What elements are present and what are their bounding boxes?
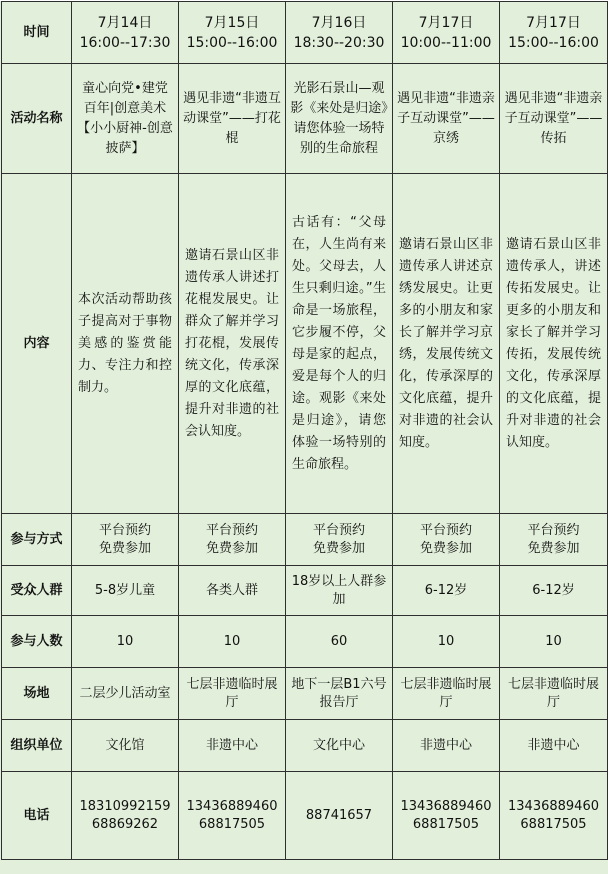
row-organizer <box>2 720 608 772</box>
row-method <box>2 514 608 566</box>
event-1-organizer: 文化馆 <box>72 720 179 772</box>
event-5-time: 15:00--16:00 <box>508 34 599 51</box>
event-2-date: 7月15日 <box>204 14 260 31</box>
event-5-organizer: 非遗中心 <box>500 720 608 772</box>
event-3-datetime <box>286 2 393 64</box>
event-2-time: 15:00--16:00 <box>186 34 278 51</box>
event-2-phone <box>179 772 286 860</box>
event-3-time: 18:30--20:30 <box>293 34 385 51</box>
row-time <box>2 2 608 64</box>
row-label-organizer: 组织单位 <box>2 720 72 772</box>
row-label-venue: 场地 <box>2 668 72 720</box>
event-4-method-line2: 免费参加 <box>419 540 472 556</box>
event-5-phone1: 13436889460 <box>508 798 599 814</box>
event-3-method-line2: 免费参加 <box>312 540 365 556</box>
event-1-phone1: 18310992159 <box>79 798 171 814</box>
event-2-content: 邀请石景山区非遗传承人讲述打花棍发展史。让群众了解并学习打花棍，发展传统文化，传承深厚的文化底蕴，提升对非遗的社会认知度。 <box>179 174 286 514</box>
row-label-count: 参与人数 <box>2 616 72 668</box>
event-1-name: 童心向党•建党百年|创意美术【小小厨神-创意披萨】 <box>72 64 179 174</box>
event-5-datetime <box>500 2 608 64</box>
event-2-venue: 七层非遗临时展厅 <box>179 668 286 720</box>
event-4-time: 10:00--11:00 <box>400 34 492 51</box>
event-1-phone <box>72 772 179 860</box>
event-1-method <box>72 514 179 566</box>
event-5-method-line2: 免费参加 <box>527 540 580 556</box>
event-3-phone1: 88741657 <box>305 807 373 823</box>
event-3-organizer: 文化中心 <box>286 720 393 772</box>
event-3-phone <box>286 772 393 860</box>
row-count <box>2 616 608 668</box>
event-2-audience: 各类人群 <box>179 566 286 616</box>
event-1-content: 本次活动帮助孩子提高对于事物美感的鉴赏能力、专注力和控制力。 <box>72 174 179 514</box>
event-1-method-line2: 免费参加 <box>98 540 151 556</box>
event-4-datetime <box>393 2 500 64</box>
event-1-datetime <box>72 2 179 64</box>
event-5-method <box>500 514 608 566</box>
event-1-count: 10 <box>72 616 179 668</box>
event-1-audience: 5-8岁儿童 <box>72 566 179 616</box>
event-2-name: 遇见非遗“非遗互动课堂”——打花棍 <box>179 64 286 174</box>
row-label-audience: 受众人群 <box>2 566 72 616</box>
event-4-content: 邀请石景山区非遗传承人讲述京绣发展史。让更多的小朋友和家长了解并学习京绣，发展传统文化，传承深厚的文化底蕴，提升对非遗的社会认知度。 <box>393 174 500 514</box>
event-3-date: 7月16日 <box>311 14 367 31</box>
event-3-venue: 地下一层B1六号报告厅 <box>286 668 393 720</box>
row-venue <box>2 668 608 720</box>
row-phone <box>2 772 608 860</box>
event-5-count: 10 <box>500 616 608 668</box>
event-2-count: 10 <box>179 616 286 668</box>
event-3-name: 光影石景山—观影《来处是归途》请您体验一场特别的生命旅程 <box>286 64 393 174</box>
event-5-venue: 七层非遗临时展厅 <box>500 668 608 720</box>
row-name <box>2 64 608 174</box>
row-content <box>2 174 608 514</box>
event-2-method-line1: 平台预约 <box>205 522 258 538</box>
event-4-name: 遇见非遗“非遗亲子互动课堂”——京绣 <box>393 64 500 174</box>
event-1-time: 16:00--17:30 <box>79 34 171 51</box>
event-2-method <box>179 514 286 566</box>
event-1-method-line1: 平台预约 <box>98 522 151 538</box>
event-5-audience: 6-12岁 <box>500 566 608 616</box>
event-4-venue: 七层非遗临时展厅 <box>393 668 500 720</box>
event-1-date: 7月14日 <box>97 14 153 31</box>
row-audience <box>2 566 608 616</box>
row-label-phone: 电话 <box>2 772 72 860</box>
event-4-count: 10 <box>393 616 500 668</box>
event-5-date: 7月17日 <box>526 14 581 31</box>
event-5-name: 遇见非遗“非遗亲子互动课堂”——传拓 <box>500 64 608 174</box>
schedule-page <box>0 1 608 874</box>
event-2-phone2: 68817505 <box>198 816 266 832</box>
event-2-phone1: 13436889460 <box>186 798 278 814</box>
event-4-phone <box>393 772 500 860</box>
event-4-organizer: 非遗中心 <box>393 720 500 772</box>
event-1-phone2: 68869262 <box>91 816 159 832</box>
event-5-content: 邀请石景山区非遗传承人，讲述传拓发展史。让更多的小朋友和家长了解并学习传拓，发展传统文化，传承深厚的文化底蕴，提升对非遗的社会认知度。 <box>500 174 608 514</box>
event-5-phone2: 68817505 <box>520 816 587 832</box>
event-4-phone2: 68817505 <box>412 816 480 832</box>
event-schedule-table <box>1 1 608 860</box>
event-4-method-line1: 平台预约 <box>419 522 472 538</box>
event-3-method <box>286 514 393 566</box>
row-label-content: 内容 <box>2 174 72 514</box>
event-4-date: 7月17日 <box>418 14 474 31</box>
event-4-method <box>393 514 500 566</box>
event-2-organizer: 非遗中心 <box>179 720 286 772</box>
event-3-content: 古话有：“父母在，人生尚有来处。父母去，人生只剩归途。”生命是一场旅程，它步履不停，父母是家的起点，爱是每个人的归途。观影《来处是归途》，请您体验一场特别的生命旅程。 <box>286 174 393 514</box>
event-2-datetime <box>179 2 286 64</box>
event-3-method-line1: 平台预约 <box>312 522 365 538</box>
row-label-method: 参与方式 <box>2 514 72 566</box>
event-3-audience: 18岁以上人群参加 <box>286 566 393 616</box>
event-4-phone1: 13436889460 <box>400 798 492 814</box>
event-2-method-line2: 免费参加 <box>205 540 258 556</box>
event-3-count: 60 <box>286 616 393 668</box>
event-5-method-line1: 平台预约 <box>527 522 580 538</box>
event-5-phone <box>500 772 608 860</box>
row-label-time: 时间 <box>2 2 72 64</box>
event-4-audience: 6-12岁 <box>393 566 500 616</box>
event-1-venue: 二层少儿活动室 <box>72 668 179 720</box>
row-label-name: 活动名称 <box>2 64 72 174</box>
